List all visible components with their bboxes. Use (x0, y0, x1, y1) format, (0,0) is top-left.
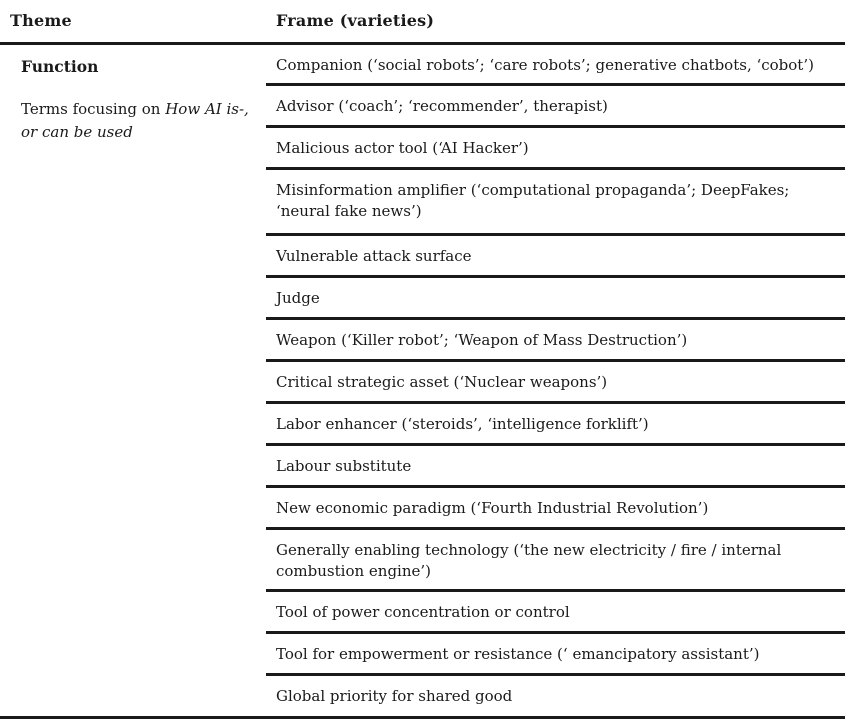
frame-row (266, 236, 845, 278)
frame-row (266, 488, 845, 530)
frame-label: Global priority for shared good (276, 687, 513, 705)
frame-row (266, 404, 845, 446)
frame-label: Generally enabling technology (‘the new electricity / fire / internal combustion engine’) (276, 541, 782, 580)
frame-row (266, 676, 845, 714)
frame-row (266, 592, 845, 634)
frame-label: Weapon (‘Killer robot’; ‘Weapon of Mass Destruction’) (276, 331, 688, 349)
frame-row (266, 320, 845, 362)
theme-description-italic: How AI is-, or can be used (21, 100, 249, 141)
frame-label: Tool for empowerment or resistance (‘ emancipatory assistant’) (276, 645, 760, 663)
frame-label: Misinformation amplifier (‘computational propaganda’; DeepFakes; ‘neural fake news’) (276, 181, 790, 220)
header-theme: Theme (10, 11, 72, 30)
frame-row (266, 45, 845, 86)
frame-label: Labor enhancer (‘steroids’, ‘intelligence forklift’) (276, 415, 649, 433)
frame-row (266, 446, 845, 488)
frame-row (266, 362, 845, 404)
frame-label: New economic paradigm (‘Fourth Industrial Revolution’) (276, 499, 709, 517)
frame-row (266, 86, 845, 128)
frame-row (266, 530, 845, 592)
frame-label: Critical strategic asset (‘Nuclear weapons’) (276, 373, 608, 391)
theme-description (21, 98, 251, 144)
theme-title: Function (21, 57, 99, 76)
frames-column (266, 45, 845, 714)
frame-label: Advisor (‘coach’; ‘recommender’, therapist) (276, 97, 608, 115)
table-header (0, 0, 845, 44)
frame-label: Tool of power concentration or control (276, 603, 570, 621)
frame-label: Companion (‘social robots’; ‘care robots’; generative chatbots, ‘cobot’) (276, 56, 814, 74)
bottom-rule (0, 716, 845, 719)
frame-label: Judge (276, 289, 320, 307)
frame-row (266, 278, 845, 320)
header-frame: Frame (varieties) (276, 11, 435, 30)
frame-label: Labour substitute (276, 457, 412, 475)
frame-label: Malicious actor tool (‘AI Hacker’) (276, 139, 529, 157)
frame-row (266, 170, 845, 236)
theme-description-text: Terms focusing on (21, 100, 166, 118)
frame-label: Vulnerable attack surface (276, 247, 472, 265)
frame-row (266, 128, 845, 170)
frame-row (266, 634, 845, 676)
